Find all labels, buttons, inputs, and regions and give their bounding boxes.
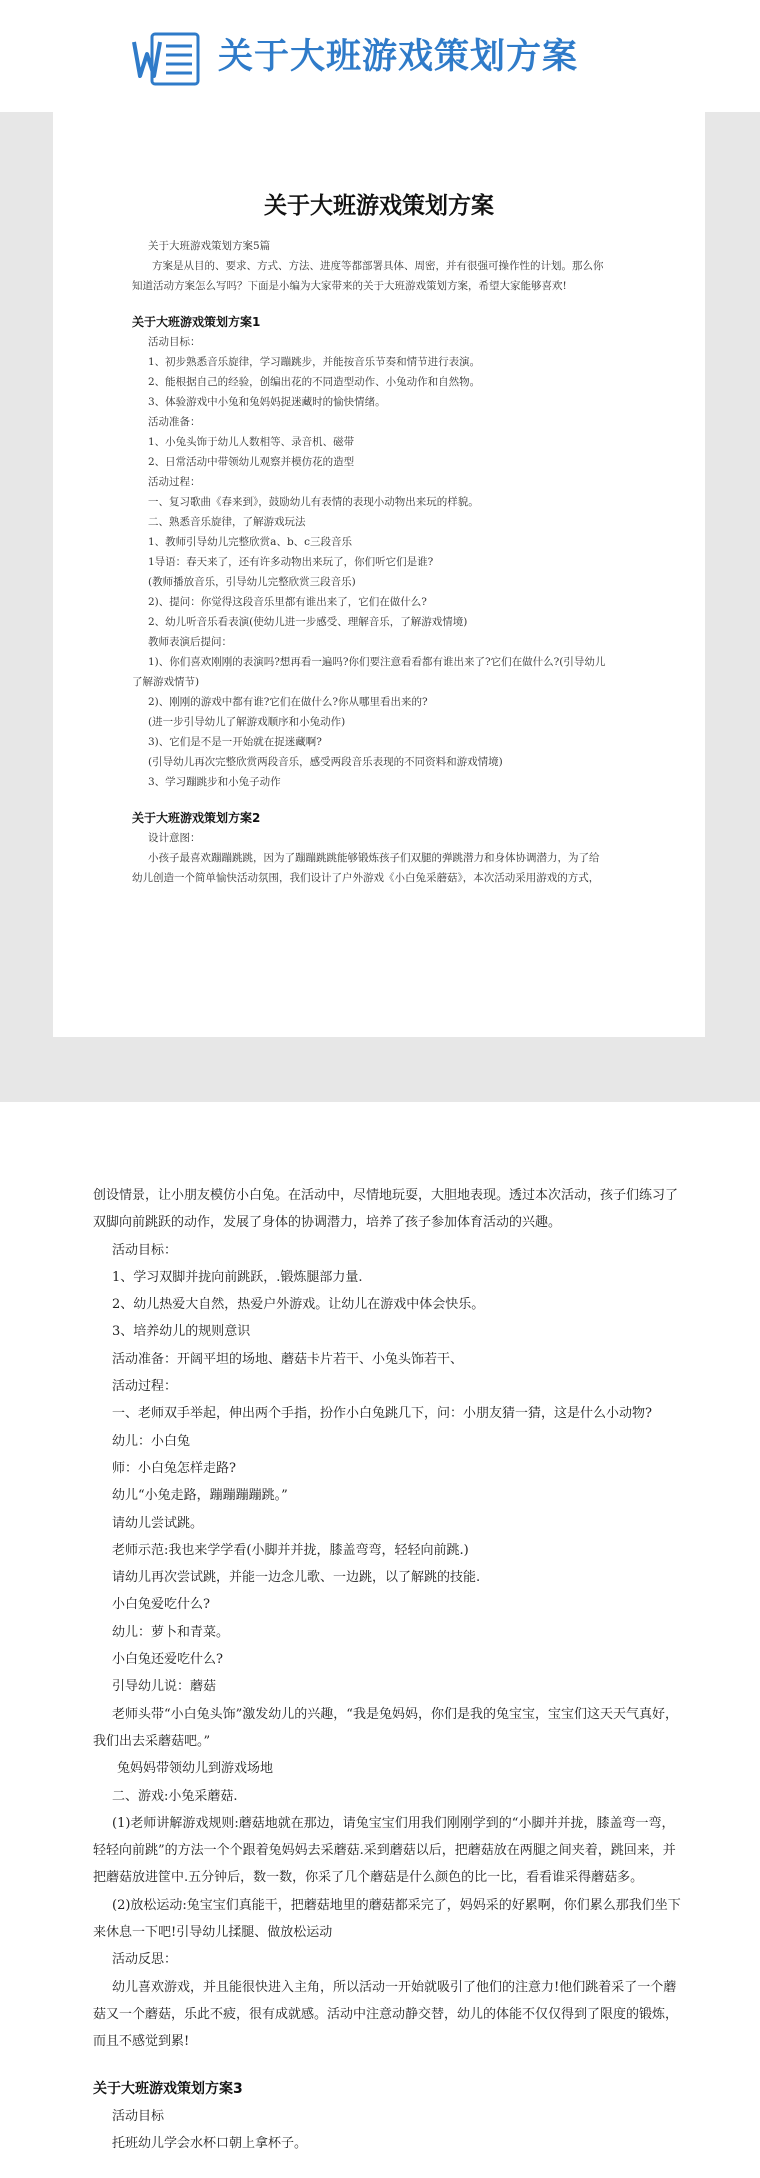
body-line: 创设情景，让小朋友模仿小白兔。在活动中，尽情地玩耍，大胆地表现。透过本次活动，孩子们练习了 bbox=[93, 1188, 679, 1203]
body-line: 小白兔爱吃什么? bbox=[112, 1597, 210, 1613]
body-line: 菇又一个蘑菇，乐此不疲，很有成就感。活动中注意动静交替，幼儿的体能不仅仅得到了限度的锻炼， bbox=[93, 2006, 679, 2022]
body-line: 设计意图： bbox=[148, 832, 201, 844]
body-line: 兔妈妈带领幼儿到游戏场地 bbox=[117, 1761, 274, 1777]
body-line: (引导幼儿再次完整欣赏两段音乐，感受两段音乐表现的不同资料和游戏情境) bbox=[148, 756, 503, 768]
body-line: 二、熟悉音乐旋律，了解游戏玩法 bbox=[148, 516, 306, 528]
body-line: 请幼儿尝试跳。 bbox=[112, 1515, 204, 1531]
body-line: 我们出去采蘑菇吧。” bbox=[93, 1733, 211, 1749]
body-line: 2、幼儿热爱大自然，热爱户外游戏。让幼儿在游戏中体会快乐。 bbox=[112, 1297, 485, 1313]
body-line: 把蘑菇放进筐中.五分钟后，数一数，你采了几个蘑菇是什么颜色的比一比，看看谁采得蘑菇多。 bbox=[93, 1870, 644, 1886]
body-line: 活动目标： bbox=[112, 1242, 178, 1258]
body-line: 2、幼儿听音乐看表演(使幼儿进一步感受、理解音乐，了解游戏情境) bbox=[148, 616, 468, 628]
document-title: 关于大班游戏策划方案 bbox=[264, 192, 494, 219]
body-line: 1、教师引导幼儿完整欣赏a、b、c三段音乐 bbox=[148, 536, 353, 548]
body-line: 3)、它们是不是一开始就在捉迷藏啊? bbox=[148, 736, 322, 748]
section-heading: 关于大班游戏策划方案3 bbox=[93, 2080, 243, 2097]
body-line: 来休息一下吧!引导幼儿揉腿、做放松运动 bbox=[93, 1925, 333, 1941]
body-line: 3、培养幼儿的规则意识 bbox=[112, 1324, 251, 1340]
body-line: 老师示范:我也来学学看(小脚并并拢，膝盖弯弯，轻轻向前跳.) bbox=[112, 1542, 469, 1558]
body-line: 引导幼儿说：蘑菇 bbox=[112, 1679, 217, 1695]
body-line: (进一步引导幼儿了解游戏顺序和小兔动作) bbox=[148, 716, 346, 728]
banner-title: 关于大班游戏策划方案 bbox=[218, 37, 579, 77]
section-heading: 关于大班游戏策划方案1 bbox=[132, 315, 261, 329]
body-line: (1)老师讲解游戏规则:蘑菇地就在那边，请兔宝宝们用我们刚刚学到的“小脚并并拢，膝盖弯一弯， bbox=[112, 1815, 675, 1831]
body-line: 活动目标 bbox=[112, 2108, 165, 2124]
body-line: 小孩子最喜欢蹦蹦跳跳，因为了蹦蹦跳跳能够锻炼孩子们双腿的弹跳潜力和身体协调潜力，为了给 bbox=[148, 852, 600, 864]
body-line: 3、体验游戏中小兔和兔妈妈捉迷藏时的愉快情绪。 bbox=[148, 396, 386, 408]
body-line: 老师头带“小白兔头饰”激发幼儿的兴趣，“我是兔妈妈，你们是我的兔宝宝，宝宝们这天天气真好， bbox=[112, 1706, 678, 1722]
body-line: (2)放松运动:兔宝宝们真能干，把蘑菇地里的蘑菇都采完了，妈妈采的好累啊，你们累么那我们坐下 bbox=[112, 1897, 681, 1913]
body-line: 活动过程： bbox=[148, 476, 201, 488]
body-line: 1、学习双脚并拢向前跳跃，.锻炼腿部力量. bbox=[112, 1269, 363, 1285]
body-line: 活动目标： bbox=[148, 336, 201, 348]
body-line: 双脚向前跳跃的动作，发展了身体的协调潜力，培养了孩子参加体育活动的兴趣。 bbox=[93, 1215, 562, 1231]
body-line: 3、学习蹦跳步和小兔子动作 bbox=[148, 776, 281, 788]
body-line: 一、复习歌曲《春来到》，鼓励幼儿有表情的表现小动物出来玩的样貌。 bbox=[148, 496, 479, 508]
body-line: 幼儿创造一个简单愉快活动氛围，我们设计了户外游戏《小白兔采蘑菇》，本次活动采用游戏的方式， bbox=[132, 872, 600, 884]
body-line: 2)、提问：你觉得这段音乐里都有谁出来了，它们在做什么? bbox=[148, 596, 427, 608]
body-line: 托班幼儿学会水杯口朝上拿杯子。 bbox=[112, 2136, 308, 2152]
body-line: (教师播放音乐，引导幼儿完整欣赏三段音乐) bbox=[148, 576, 356, 588]
section-heading: 关于大班游戏策划方案2 bbox=[132, 811, 261, 825]
body-line: 1导语：春天来了，还有许多动物出来玩了，你们听它们是谁? bbox=[148, 556, 434, 568]
body-line: 一、老师双手举起，伸出两个手指，扮作小白兔跳几下，问：小朋友猜一猜，这是什么小动物? bbox=[112, 1406, 652, 1422]
body-line: 轻轻向前跳”的方法一个个跟着兔妈妈去采蘑菇.采到蘑菇以后，把蘑菇放在两腿之间夹着，跳回来，并 bbox=[93, 1843, 676, 1859]
body-line: 1、小兔头饰于幼儿人数相等、录音机、磁带 bbox=[148, 436, 355, 448]
body-line: 2、能根据自己的经验，创编出花的不同造型动作、小兔动作和自然物。 bbox=[148, 376, 481, 388]
intro-line: 方案是从目的、要求、方式、方法、进度等都部署具体、周密，并有很强可操作性的计划。那么你 bbox=[152, 260, 604, 272]
body-line: 二、游戏:小兔采蘑菇. bbox=[112, 1788, 238, 1804]
body-line: 2、日常活动中带领幼儿观察并模仿花的造型 bbox=[148, 456, 355, 468]
body-line: 幼儿喜欢游戏，并且能很快进入主角，所以活动一开始就吸引了他们的注意力!他们跳着采了一个蘑 bbox=[112, 1979, 677, 1995]
body-line: 活动准备： bbox=[148, 416, 201, 428]
body-line: 了解游戏情节) bbox=[132, 676, 200, 688]
body-line: 幼儿：萝卜和青菜。 bbox=[112, 1624, 230, 1640]
document-page-2 bbox=[93, 1182, 681, 2157]
body-line: 幼儿：小白兔 bbox=[112, 1433, 191, 1449]
body-line: 活动反思： bbox=[112, 1952, 178, 1968]
body-line: 而且不感觉到累! bbox=[93, 2034, 190, 2050]
body-line: 师：小白兔怎样走路? bbox=[112, 1460, 236, 1476]
body-line: 1)、你们喜欢刚刚的表演吗?想再看一遍吗?你们要注意看看都有谁出来了?它们在做什么?(引导幼儿 bbox=[148, 656, 606, 668]
page1-body bbox=[132, 236, 650, 888]
body-line: 教师表演后提问： bbox=[148, 636, 232, 648]
banner bbox=[0, 0, 760, 112]
document-page-1 bbox=[53, 112, 705, 1037]
intro-line: 知道活动方案怎么写吗？下面是小编为大家带来的关于大班游戏策划方案，希望大家能够喜欢! bbox=[132, 280, 567, 292]
word-document-icon bbox=[132, 30, 202, 88]
body-line: 2)、刚刚的游戏中都有谁?它们在做什么?你从哪里看出来的? bbox=[148, 696, 428, 708]
body-line: 1、初步熟悉音乐旋律，学习蹦跳步，并能按音乐节奏和情节进行表演。 bbox=[148, 356, 481, 368]
body-line: 小白兔还爱吃什么? bbox=[112, 1652, 223, 1668]
body-line: 活动过程： bbox=[112, 1379, 178, 1395]
body-line: 活动准备：开阔平坦的场地、蘑菇卡片若干、小兔头饰若干、 bbox=[112, 1351, 464, 1367]
body-line: 请幼儿再次尝试跳，并能一边念儿歌、一边跳，以了解跳的技能. bbox=[112, 1570, 481, 1586]
intro-line: 关于大班游戏策划方案5篇 bbox=[148, 240, 271, 252]
body-line: 幼儿“小兔走路，蹦蹦蹦蹦跳。” bbox=[112, 1488, 288, 1504]
